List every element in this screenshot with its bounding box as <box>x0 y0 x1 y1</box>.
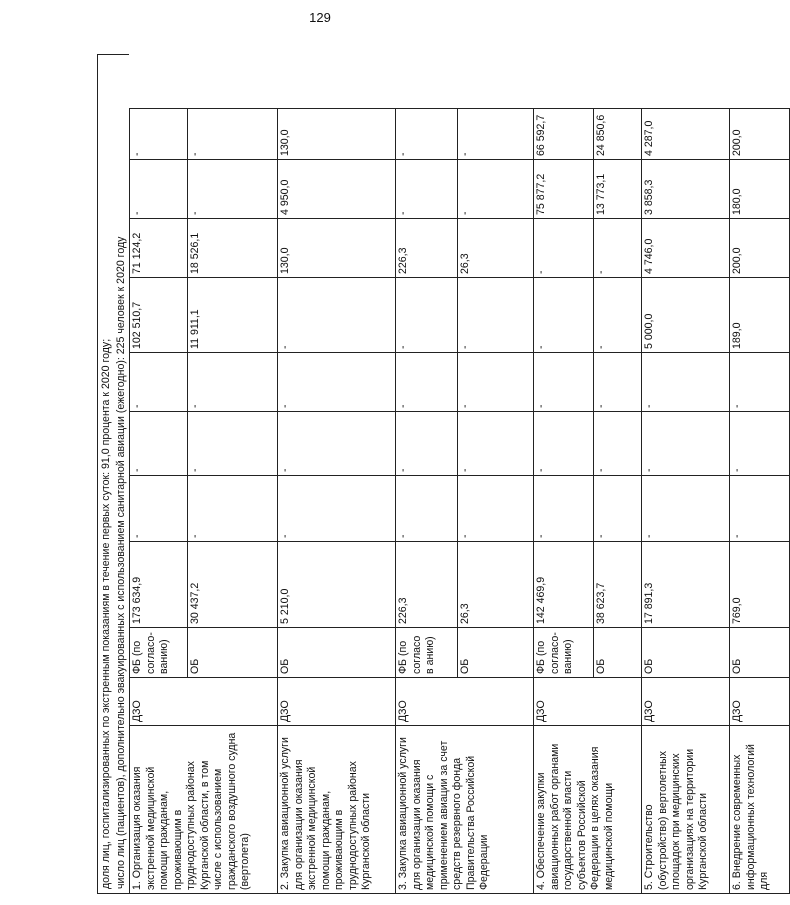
funding-value-cell: - <box>458 278 534 353</box>
funding-value-cell: - <box>396 109 458 160</box>
measure-name-cell: 6. Внедрение современных информационных технологий для <box>730 726 790 894</box>
funding-value-cell: - <box>642 353 730 412</box>
funding-value-cell: - <box>594 353 642 412</box>
header-line-1: доля лиц, госпитализированных по экстренным показаниям в течение первых суток: 91,0 процента к 2020 году; <box>100 338 112 889</box>
funding-value-cell: - <box>188 476 278 542</box>
measure-name-cell: 4. Обеспечение закупки авиационных работ органами государственной власти субъектов Российской Федерации в целях оказания медицинской помощи <box>534 726 642 894</box>
measure-name-cell: 5. Строительство (обустройство) вертолетных площадок при медицинских организациях на территории Курганской области <box>642 726 730 894</box>
funding-value-cell: - <box>130 160 188 219</box>
funding-value-cell: - <box>730 476 790 542</box>
measure-name-cell: 1. Организация оказания экстренной медицинской помощи гражданам, проживающим в труднодоступных районах Курганской области, в том числе с использованием гражданского воздушного судна (вертолета) <box>130 726 278 894</box>
program-table <box>129 53 790 894</box>
funding-source-cell: ОБ <box>642 628 730 678</box>
funding-value-cell: 24 850,6 <box>594 109 642 160</box>
table-row <box>396 54 458 894</box>
funding-value-cell: - <box>396 278 458 353</box>
funding-value-cell: 102 510,7 <box>130 278 188 353</box>
funding-value-cell: 173 634,9 <box>130 542 188 628</box>
funding-value-cell: 13 773,1 <box>594 160 642 219</box>
table-row <box>278 54 396 894</box>
funding-source-cell: ФБ (по согласо-ванию) <box>534 628 594 678</box>
funding-value-cell: - <box>278 353 396 412</box>
funding-value-cell: 180,0 <box>730 160 790 219</box>
funding-value-cell: - <box>458 109 534 160</box>
funding-value-cell: 226,3 <box>396 542 458 628</box>
table-row <box>130 54 188 894</box>
funding-value-cell: - <box>130 109 188 160</box>
funding-value-cell: - <box>188 412 278 476</box>
funding-value-cell: - <box>458 353 534 412</box>
funding-value-cell: - <box>458 160 534 219</box>
funding-source-cell: ОБ <box>278 628 396 678</box>
funding-value-cell: - <box>730 412 790 476</box>
table-row <box>730 54 790 894</box>
funding-value-cell: 189,0 <box>730 278 790 353</box>
funding-source-cell: ОБ <box>458 628 534 678</box>
executor-cell: ДЗО <box>130 678 278 726</box>
header-block <box>97 54 129 894</box>
funding-value-cell: - <box>278 278 396 353</box>
funding-value-cell: - <box>534 219 594 278</box>
funding-value-cell: - <box>130 353 188 412</box>
funding-value-cell: - <box>642 412 730 476</box>
funding-value-cell: 4 746,0 <box>642 219 730 278</box>
funding-value-cell: - <box>458 476 534 542</box>
table-body <box>130 54 790 894</box>
funding-value-cell: 226,3 <box>396 219 458 278</box>
funding-value-cell: - <box>396 160 458 219</box>
funding-source-cell: ОБ <box>188 628 278 678</box>
funding-value-cell: - <box>534 476 594 542</box>
funding-value-cell: - <box>188 109 278 160</box>
funding-value-cell: 4 287,0 <box>642 109 730 160</box>
measure-name-cell: 3. Закупка авиационной услуги для организации оказания медицинской помощи с применением авиации за счет средств резервного фонда Правительства Российской Федерации <box>396 726 534 894</box>
funding-value-cell: 4 950,0 <box>278 160 396 219</box>
funding-value-cell: - <box>130 476 188 542</box>
funding-value-cell: - <box>594 412 642 476</box>
funding-value-cell: - <box>130 412 188 476</box>
executor-cell: ДЗО <box>534 678 642 726</box>
funding-value-cell: 30 437,2 <box>188 542 278 628</box>
funding-value-cell: - <box>730 353 790 412</box>
executor-cell: ДЗО <box>396 678 534 726</box>
funding-value-cell: - <box>188 353 278 412</box>
table-row <box>534 54 594 894</box>
funding-source-cell: ФБ (по согласов анию) <box>396 628 458 678</box>
funding-value-cell: - <box>534 278 594 353</box>
measure-name-cell: 2. Закупка авиационной услуги для организации оказания экстренной медицинской помощи гражданам, проживающим в труднодоступных районах Курганской области <box>278 726 396 894</box>
funding-value-cell: 130,0 <box>278 219 396 278</box>
funding-value-cell: - <box>396 353 458 412</box>
funding-value-cell: 200,0 <box>730 219 790 278</box>
table-row <box>642 54 730 894</box>
funding-value-cell: 5 000,0 <box>642 278 730 353</box>
page-number: 129 <box>309 10 331 25</box>
funding-value-cell: - <box>534 412 594 476</box>
funding-value-cell: 142 469,9 <box>534 542 594 628</box>
funding-source-cell: ФБ (по согласо-ванию) <box>130 628 188 678</box>
funding-value-cell: - <box>594 476 642 542</box>
executor-cell: ДЗО <box>278 678 396 726</box>
rotated-table-container <box>97 54 770 894</box>
funding-value-cell: 130,0 <box>278 109 396 160</box>
funding-value-cell: 66 592,7 <box>534 109 594 160</box>
funding-value-cell: - <box>534 353 594 412</box>
funding-value-cell: - <box>278 476 396 542</box>
funding-value-cell: 11 911,1 <box>188 278 278 353</box>
funding-value-cell: - <box>594 219 642 278</box>
header-line-2: число лиц (пациентов), дополнительно эвакуированных с использованием санитарной авиации (ежегодно): 225 человек к 2020 году <box>115 236 127 889</box>
funding-value-cell: 26,3 <box>458 542 534 628</box>
funding-value-cell: 5 210,0 <box>278 542 396 628</box>
funding-value-cell: - <box>642 476 730 542</box>
funding-value-cell: - <box>458 412 534 476</box>
funding-source-cell: ОБ <box>594 628 642 678</box>
executor-cell: ДЗО <box>642 678 730 726</box>
funding-value-cell: - <box>188 160 278 219</box>
funding-value-cell: 3 858,3 <box>642 160 730 219</box>
funding-value-cell: 200,0 <box>730 109 790 160</box>
funding-value-cell: - <box>396 412 458 476</box>
funding-source-cell: ОБ <box>730 628 790 678</box>
funding-value-cell: 71 124,2 <box>130 219 188 278</box>
funding-value-cell: - <box>396 476 458 542</box>
funding-value-cell: 769,0 <box>730 542 790 628</box>
funding-value-cell: 26,3 <box>458 219 534 278</box>
funding-value-cell: 75 877,2 <box>534 160 594 219</box>
funding-value-cell: 18 526,1 <box>188 219 278 278</box>
funding-value-cell: 17 891,3 <box>642 542 730 628</box>
funding-value-cell: - <box>594 278 642 353</box>
funding-value-cell: - <box>278 412 396 476</box>
funding-value-cell: 38 623,7 <box>594 542 642 628</box>
executor-cell: ДЗО <box>730 678 790 726</box>
